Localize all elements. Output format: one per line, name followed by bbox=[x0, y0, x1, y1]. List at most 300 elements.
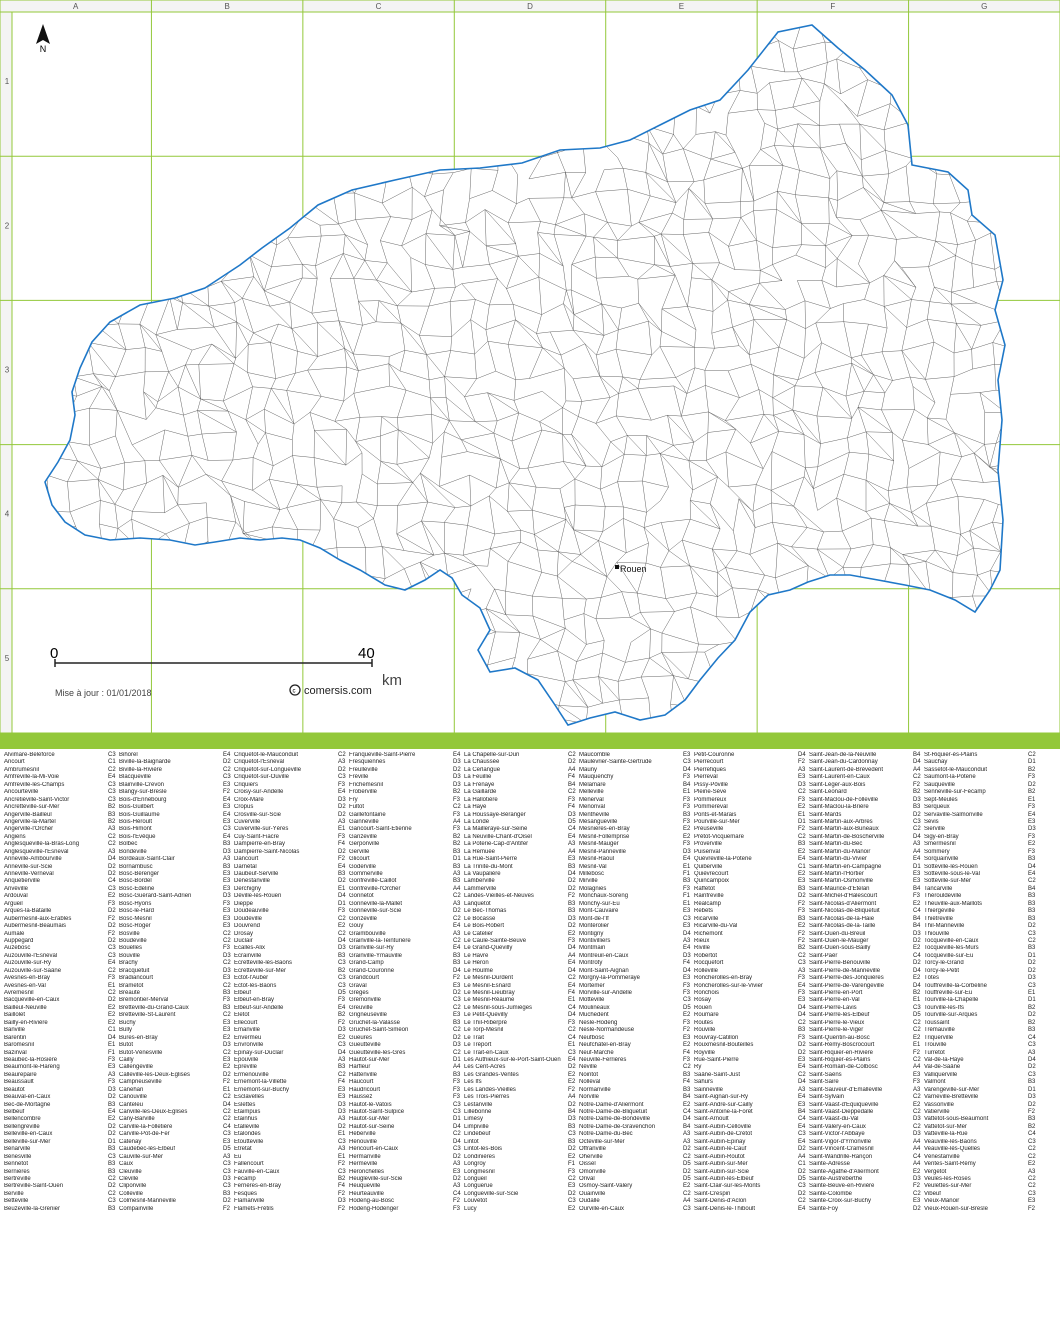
commune-name: Saint-Denis-le-Thiboult bbox=[694, 1205, 756, 1212]
commune-name: Sotteville-sur-Mer bbox=[924, 878, 972, 885]
index-entry bbox=[924, 1183, 1060, 1190]
commune-name: Rouville bbox=[694, 1027, 716, 1034]
commune-name: Saint-Antoine-la-Forêt bbox=[694, 1109, 753, 1115]
commune-name: Gainneville bbox=[349, 818, 379, 825]
grid-code: B3 bbox=[1028, 856, 1036, 863]
commune-name: Le Bocasse bbox=[464, 915, 496, 922]
grid-code: E2 bbox=[913, 1101, 921, 1108]
commune-name: Montivilliers bbox=[579, 937, 611, 944]
commune-name: Saint-Aubin-lès-Elbeuf bbox=[694, 1175, 754, 1182]
grid-code: A3 bbox=[223, 1153, 231, 1160]
grid-code: D2 bbox=[568, 923, 576, 930]
commune-index bbox=[0, 749, 1060, 1319]
grid-code: E3 bbox=[223, 1138, 231, 1145]
commune-name: Les Grandes-Ventes bbox=[464, 1071, 519, 1078]
grid-code: F2 bbox=[913, 781, 921, 788]
commune-name: Le Mesnil-Lieubray bbox=[464, 990, 515, 996]
commune-name: Catenay bbox=[119, 1138, 142, 1145]
commune-name: Bornambusc bbox=[119, 863, 153, 870]
grid-code: C4 bbox=[683, 1109, 691, 1115]
commune-name: Angerville-la-Martel bbox=[4, 818, 56, 825]
commune-name: Le Thil-Riberpré bbox=[464, 1019, 507, 1026]
commune-name: Cliponville bbox=[119, 1183, 147, 1190]
commune-name: Hautot-sur-Mer bbox=[349, 1116, 390, 1123]
grid-code: F3 bbox=[108, 900, 116, 907]
grid-code: C2 bbox=[338, 752, 346, 758]
grid-code: C2 bbox=[1028, 1146, 1036, 1153]
commune-name: Morgny-la-Pommeraye bbox=[579, 975, 641, 982]
commune-name: La Trinité-du-Mont bbox=[464, 863, 513, 870]
grid-code: E2 bbox=[683, 826, 691, 833]
commune-name: Gonzeville bbox=[349, 915, 378, 922]
grid-code: C3 bbox=[108, 781, 116, 788]
commune-name: Brémontier-Merval bbox=[119, 997, 169, 1004]
grid-code: D3 bbox=[453, 759, 461, 766]
grid-column-label: C bbox=[375, 2, 382, 11]
commune-name: Limpiville bbox=[464, 1123, 489, 1130]
index-entry bbox=[924, 1087, 1060, 1094]
grid-code: E3 bbox=[913, 878, 921, 885]
commune-name: Preuseville bbox=[694, 826, 724, 833]
commune-name: Notre-Dame-de-Bondeville bbox=[579, 1116, 651, 1123]
grid-code: B3 bbox=[683, 878, 691, 885]
index-entry bbox=[924, 856, 1060, 863]
commune-name: Mont-Cauvaire bbox=[579, 908, 619, 915]
grid-code: D2 bbox=[108, 1183, 116, 1190]
commune-name: Sommery bbox=[924, 848, 950, 855]
grid-code: C2 bbox=[453, 1049, 461, 1056]
grid-code: C3 bbox=[913, 818, 921, 825]
grid-row-label: 4 bbox=[4, 509, 10, 519]
commune-name: Vieux-Rouen-sur-Bresle bbox=[924, 1205, 988, 1212]
commune-name: Thiouville bbox=[924, 930, 950, 937]
index-entry bbox=[924, 1139, 1060, 1146]
commune-name: Ménerval bbox=[579, 796, 604, 803]
grid-code: F4 bbox=[683, 1049, 691, 1056]
commune-name: Criquetot-le-Mauconduit bbox=[234, 752, 299, 758]
commune-name: Sainte-Agathe-d'Aliermont bbox=[809, 1168, 879, 1175]
grid-code: C3 bbox=[453, 1146, 461, 1153]
commune-name: Notre-Dame-d'Aliermont bbox=[579, 1101, 644, 1108]
grid-code: C2 bbox=[913, 1027, 921, 1034]
grid-code: E1 bbox=[798, 811, 806, 818]
grid-code: D2 bbox=[453, 1153, 461, 1160]
commune-name: Menonval bbox=[579, 804, 606, 811]
grid-code: C3 bbox=[108, 789, 116, 796]
grid-code: D2 bbox=[453, 908, 461, 915]
grid-code: E3 bbox=[223, 975, 231, 982]
grid-code: E2 bbox=[683, 833, 691, 840]
grid-code: F4 bbox=[338, 1183, 346, 1190]
commune-name: Mont-de-l'If bbox=[579, 915, 609, 922]
commune-name: Notre-Dame-du-Bec bbox=[579, 1131, 633, 1138]
grid-code: C3 bbox=[338, 1138, 346, 1145]
grid-code: C3 bbox=[223, 1168, 231, 1175]
commune-name: Saint-Pierre-Bénouville bbox=[809, 960, 871, 967]
grid-code: A4 bbox=[453, 1064, 461, 1071]
grid-code: F4 bbox=[683, 960, 691, 967]
grid-code: E4 bbox=[453, 923, 461, 930]
grid-code: D2 bbox=[338, 878, 346, 885]
commune-name: Saint-Riquier-ès-Plains bbox=[809, 1056, 871, 1063]
commune-name: Omonville bbox=[579, 1168, 606, 1175]
grid-code: B2 bbox=[453, 841, 461, 848]
commune-name: Serqueux bbox=[924, 804, 950, 811]
commune-name: Étalondes bbox=[234, 1131, 261, 1138]
grid-code: E3 bbox=[798, 997, 806, 1004]
grid-code: C2 bbox=[798, 1019, 806, 1026]
commune-name: Saint-Martin-Osmonville bbox=[809, 878, 874, 885]
index-entry bbox=[924, 1064, 1060, 1071]
commune-name: Norville bbox=[579, 1094, 600, 1101]
grid-code: A4 bbox=[568, 766, 576, 773]
grid-code: A3 bbox=[338, 759, 346, 766]
grid-code: C2 bbox=[913, 1190, 921, 1197]
grid-code: C2 bbox=[108, 1175, 116, 1182]
grid-code: D5 bbox=[338, 990, 346, 996]
grid-code: A3 bbox=[683, 937, 691, 944]
commune-name: Rosay bbox=[694, 997, 712, 1004]
grid-code: B3 bbox=[683, 1086, 691, 1093]
commune-name: Alvimare-Beleforce bbox=[4, 752, 55, 758]
grid-code: B3 bbox=[798, 885, 806, 892]
index-entry bbox=[924, 1131, 1060, 1138]
grid-code: F2 bbox=[798, 937, 806, 944]
grid-code: D2 bbox=[1028, 923, 1036, 930]
grid-code: E4 bbox=[223, 833, 231, 840]
commune-name: Beautot bbox=[4, 1086, 25, 1093]
commune-name: Saint-Pierre-en-Port bbox=[809, 990, 863, 996]
commune-name: Eu bbox=[234, 1153, 242, 1160]
commune-name: Montigny bbox=[579, 930, 604, 937]
commune-name: Quincampoix bbox=[694, 878, 730, 885]
grid-code: D2 bbox=[1028, 967, 1036, 974]
scale-unit-label: km bbox=[382, 672, 402, 689]
commune-name: Touffreville-sur-Eu bbox=[924, 990, 973, 996]
commune-name: Drosay bbox=[234, 930, 254, 937]
grid-code: E3 bbox=[1028, 818, 1036, 825]
grid-code: C2 bbox=[108, 766, 116, 773]
grid-code: D4 bbox=[683, 967, 691, 974]
grid-code: B3 bbox=[568, 863, 576, 870]
grid-code: D2 bbox=[338, 848, 346, 855]
scale-min-label: 0 bbox=[50, 645, 59, 662]
grid-code: F2 bbox=[913, 1049, 921, 1056]
commune-name: Avremesnil bbox=[4, 990, 34, 996]
commune-name: Octeville-sur-Mer bbox=[579, 1138, 625, 1145]
grid-code: F3 bbox=[798, 908, 806, 915]
commune-name: Pierreval bbox=[694, 774, 718, 781]
grid-code: D5 bbox=[568, 818, 576, 825]
grid-code: B4 bbox=[568, 781, 576, 788]
grid-code: E4 bbox=[108, 1109, 116, 1115]
grid-code: D3 bbox=[798, 781, 806, 788]
grid-code: F1 bbox=[683, 871, 691, 877]
commune-name: Nesle-Hodeng bbox=[579, 1019, 618, 1026]
grid-code: B3 bbox=[913, 804, 921, 811]
commune-name: Raffetot bbox=[694, 885, 715, 892]
grid-code: F3 bbox=[683, 1056, 691, 1063]
commune-name: Saint-Riquier-en-Rivière bbox=[809, 1049, 874, 1056]
grid-code: D2 bbox=[453, 1175, 461, 1182]
commune-name: Mesnières-en-Bray bbox=[579, 826, 630, 833]
grid-code: D2 bbox=[338, 766, 346, 773]
commune-name: Beaurepaire bbox=[4, 1071, 37, 1078]
index-entry bbox=[924, 931, 1060, 938]
grid-code: E4 bbox=[1028, 871, 1036, 877]
commune-name: Amfreville-les-Champs bbox=[4, 781, 65, 788]
commune-name: Bois-l'Évêque bbox=[119, 833, 156, 840]
commune-name: Hénouville bbox=[349, 1138, 378, 1145]
grid-code: D2 bbox=[913, 811, 921, 818]
commune-name: Ry bbox=[694, 1064, 702, 1071]
grid-code: C2 bbox=[913, 1123, 921, 1130]
commune-name: Bosville bbox=[119, 930, 140, 937]
grid-code: E1 bbox=[913, 1042, 921, 1049]
grid-code: C2 bbox=[1028, 878, 1036, 885]
commune-name: Écrainville bbox=[234, 952, 262, 959]
commune-name: Cauville-sur-Mer bbox=[119, 1153, 164, 1160]
commune-name: Sévis bbox=[924, 818, 939, 825]
grid-code: B4 bbox=[1028, 885, 1036, 892]
index-column bbox=[924, 752, 1060, 1213]
grid-code: E3 bbox=[223, 871, 231, 877]
commune-name: Ancretiéville-Saint-Victor bbox=[4, 796, 70, 803]
commune-name: Oudalle bbox=[579, 1198, 600, 1205]
grid-code: B3 bbox=[453, 1071, 461, 1078]
commune-name: Turretot bbox=[924, 1049, 945, 1056]
commune-name: St-Riquier-ès-Plains bbox=[924, 752, 978, 758]
grid-code: C2 bbox=[568, 975, 576, 982]
grid-code: B3 bbox=[798, 841, 806, 848]
grid-code: D2 bbox=[568, 878, 576, 885]
commune-name: Orival bbox=[579, 1175, 595, 1182]
commune-name: Caudebec-lès-Elbeuf bbox=[119, 1146, 176, 1153]
grid-code: E3 bbox=[223, 908, 231, 915]
commune-name: Étaimpuis bbox=[234, 1109, 261, 1115]
grid-code: F3 bbox=[453, 811, 461, 818]
commune-name: Daubeuf-Serville bbox=[234, 871, 279, 877]
grid-code: E2 bbox=[568, 930, 576, 937]
commune-name: Bertreville bbox=[4, 1175, 31, 1182]
grid-code: F3 bbox=[683, 804, 691, 811]
commune-name: Sept-Meules bbox=[924, 796, 958, 803]
commune-name: Oissel bbox=[579, 1161, 596, 1168]
grid-code: C3 bbox=[108, 796, 116, 803]
commune-name: Pissy-Pôville bbox=[694, 781, 729, 788]
grid-code: C2 bbox=[568, 1027, 576, 1034]
city-label-rouen: Rouen bbox=[620, 564, 647, 574]
grid-code: B3 bbox=[1028, 908, 1036, 915]
commune-name: Épinay-sur-Duclair bbox=[234, 1049, 284, 1056]
grid-code: E4 bbox=[108, 960, 116, 967]
commune-name: Saint-Martin-du-Bec bbox=[809, 841, 863, 848]
commune-name: Roumare bbox=[694, 1012, 719, 1019]
commune-name: Grandcourt bbox=[349, 975, 380, 982]
grid-code: D4 bbox=[798, 1079, 806, 1086]
commune-name: Trémauville bbox=[924, 1027, 955, 1034]
commune-name: Saint-Pierre-lès-Elbeuf bbox=[809, 1012, 870, 1019]
grid-code: D3 bbox=[223, 967, 231, 974]
commune-name: Ernemont-sur-Buchy bbox=[234, 1086, 290, 1093]
grid-code: B3 bbox=[223, 1004, 231, 1011]
commune-name: Douvrend bbox=[234, 923, 261, 930]
grid-code: E2 bbox=[913, 900, 921, 907]
commune-name: Le Bois-Robert bbox=[464, 923, 505, 930]
commune-name: Sainte-Beuve-en-Rivière bbox=[809, 1183, 875, 1190]
commune-name: Lintot bbox=[464, 1138, 479, 1145]
commune-name: Pourville-sur-Mer bbox=[694, 818, 740, 825]
index-entry bbox=[924, 975, 1060, 982]
grid-code: D3 bbox=[338, 945, 346, 952]
commune-name: Bosc-Hyons bbox=[119, 900, 152, 907]
commune-name: Riville bbox=[694, 945, 711, 952]
commune-name: Mésangueville bbox=[579, 818, 618, 825]
grid-code: B3 bbox=[568, 1138, 576, 1145]
commune-name: Criquetot-l'Esneval bbox=[234, 759, 285, 766]
grid-code: C2 bbox=[1028, 1175, 1036, 1182]
commune-name: Blainville-Crevon bbox=[119, 781, 165, 788]
grid-code: C2 bbox=[913, 1109, 921, 1115]
commune-name: Hautot-le-Vatois bbox=[349, 1101, 392, 1108]
commune-name: Longueville-sur-Scie bbox=[464, 1190, 519, 1197]
grid-column-label: A bbox=[73, 2, 79, 11]
grid-code: F4 bbox=[338, 1079, 346, 1086]
index-entry bbox=[924, 997, 1060, 1004]
grid-code: E3 bbox=[108, 1064, 116, 1071]
index-entry bbox=[924, 908, 1060, 915]
commune-name: Hodeng-Hodenger bbox=[349, 1205, 399, 1212]
commune-name: Bois-Guilbert bbox=[119, 804, 154, 811]
commune-name: Saint-Mards bbox=[809, 811, 842, 818]
commune-name: Saint-Nicolas-de-la-Taille bbox=[809, 923, 876, 930]
commune-name: Épreville bbox=[234, 1064, 258, 1071]
commune-name: Beauval-en-Caux bbox=[4, 1094, 51, 1101]
grid-code: F3 bbox=[683, 841, 691, 848]
commune-name: Bosc-Bérenger bbox=[119, 871, 160, 877]
commune-name: Gancourt-Saint-Étienne bbox=[349, 826, 412, 833]
commune-name: Sainte-Foy bbox=[809, 1205, 839, 1212]
grid-code: B2 bbox=[338, 1175, 346, 1182]
commune-name: Mesnil-Follemprise bbox=[579, 833, 630, 840]
commune-name: Fauville-en-Caux bbox=[234, 1168, 280, 1175]
commune-name: Moulineaux bbox=[579, 1004, 610, 1011]
commune-name: Argueil bbox=[4, 900, 23, 907]
grid-code: A3 bbox=[798, 766, 806, 773]
grid-code: B2 bbox=[913, 990, 921, 996]
grid-code: D2 bbox=[1028, 1064, 1036, 1071]
grid-code: E3 bbox=[683, 923, 691, 930]
commune-name: Gruchet-Saint-Siméon bbox=[349, 1027, 409, 1034]
commune-name: Bennetot bbox=[4, 1161, 29, 1168]
commune-name: Hautot-Saint-Sulpice bbox=[349, 1109, 405, 1115]
grid-column-label: F bbox=[830, 2, 836, 11]
grid-code: E2 bbox=[913, 1034, 921, 1041]
commune-name: Saint-Maurice-d'Ételan bbox=[809, 885, 870, 892]
grid-code: E3 bbox=[453, 1012, 461, 1019]
grid-code: F3 bbox=[568, 796, 576, 803]
grid-code: E2 bbox=[108, 1012, 116, 1019]
grid-code: D5 bbox=[223, 1146, 231, 1153]
index-entry bbox=[924, 1124, 1060, 1131]
grid-code: C3 bbox=[108, 952, 116, 959]
grid-code: C3 bbox=[338, 1168, 346, 1175]
grid-code: F3 bbox=[453, 1086, 461, 1093]
commune-name: Saâne-Saint-Just bbox=[694, 1071, 741, 1078]
grid-code: D2 bbox=[1028, 1012, 1036, 1019]
grid-code: E3 bbox=[223, 1027, 231, 1034]
grid-code: F3 bbox=[338, 997, 346, 1004]
grid-code: F2 bbox=[798, 826, 806, 833]
grid-code: E1 bbox=[338, 1153, 346, 1160]
commune-name: Saint-Pierre-le-Vieux bbox=[809, 1019, 865, 1026]
commune-name: Saint-Saire bbox=[809, 1079, 839, 1086]
index-entry bbox=[924, 968, 1060, 975]
grid-code: A3 bbox=[1028, 1049, 1036, 1056]
grid-code: D1 bbox=[338, 900, 346, 907]
commune-name: Pommereux bbox=[694, 796, 727, 803]
commune-name: Baromesnil bbox=[4, 1042, 35, 1049]
commune-name: Fresquiennes bbox=[349, 759, 386, 766]
commune-name: Le Mesnil-Réaume bbox=[464, 997, 515, 1004]
commune-name: Lindebeuf bbox=[464, 1131, 491, 1138]
commune-name: Brametot bbox=[119, 982, 144, 989]
commune-name: Cuy-Saint-Fiacre bbox=[234, 833, 280, 840]
index-entry bbox=[924, 1042, 1060, 1049]
commune-name: Lanquetot bbox=[464, 900, 491, 907]
grid-code: E1 bbox=[108, 982, 116, 989]
commune-name: Dampierre-Saint-Nicolas bbox=[234, 848, 300, 855]
grid-code: B4 bbox=[798, 1109, 806, 1115]
grid-code: D1 bbox=[453, 856, 461, 863]
grid-code: E3 bbox=[223, 1019, 231, 1026]
commune-name: Nesle-Normandeuse bbox=[579, 1027, 635, 1034]
commune-name: Saint-Martin-aux-Buneaux bbox=[809, 826, 879, 833]
commune-name: Sassetot-le-Mauconduit bbox=[924, 766, 988, 773]
grid-code: F3 bbox=[108, 975, 116, 982]
index-entry bbox=[924, 938, 1060, 945]
commune-name: Flamets-Frétils bbox=[234, 1205, 274, 1212]
grid-code: F4 bbox=[568, 774, 576, 781]
commune-name: Carville-la-Folletière bbox=[119, 1123, 173, 1130]
grid-code: B3 bbox=[1028, 915, 1036, 922]
index-entry bbox=[924, 1094, 1060, 1101]
grid-code: B2 bbox=[108, 818, 116, 825]
commune-name: Ponts-et-Marais bbox=[694, 811, 737, 818]
commune-name: Royville bbox=[694, 1049, 716, 1056]
commune-name: Saint-Nicolas-de-Bliquetuit bbox=[809, 908, 880, 915]
commune-name: Vattetot-sous-Beaumont bbox=[924, 1116, 989, 1123]
grid-code: E4 bbox=[338, 789, 346, 796]
commune-name: Cany-Barville bbox=[119, 1116, 155, 1123]
grid-code: B2 bbox=[453, 833, 461, 840]
commune-name: Cailly bbox=[119, 1056, 134, 1063]
commune-name: Rue-Saint-Pierre bbox=[694, 1056, 739, 1063]
commune-name: Saint-Pierre-de-Varengeville bbox=[809, 982, 884, 989]
grid-code: D2 bbox=[108, 908, 116, 915]
grid-code: C2 bbox=[1028, 1153, 1036, 1160]
commune-name: Anneville-sur-Scie bbox=[4, 863, 53, 870]
grid-code: E4 bbox=[453, 945, 461, 952]
commune-name: Saint-Martin-du-Manoir bbox=[809, 848, 871, 855]
grid-code: E4 bbox=[568, 982, 576, 989]
commune-name: Millebosc bbox=[579, 871, 605, 877]
grid-code: E2 bbox=[108, 893, 116, 900]
commune-name: Banville bbox=[4, 1027, 26, 1034]
commune-name: La Frénaye bbox=[464, 781, 495, 788]
commune-name: Ernemont-la-Villette bbox=[234, 1079, 287, 1086]
commune-name: Saint-Pierre-des-Jonquières bbox=[809, 975, 884, 982]
